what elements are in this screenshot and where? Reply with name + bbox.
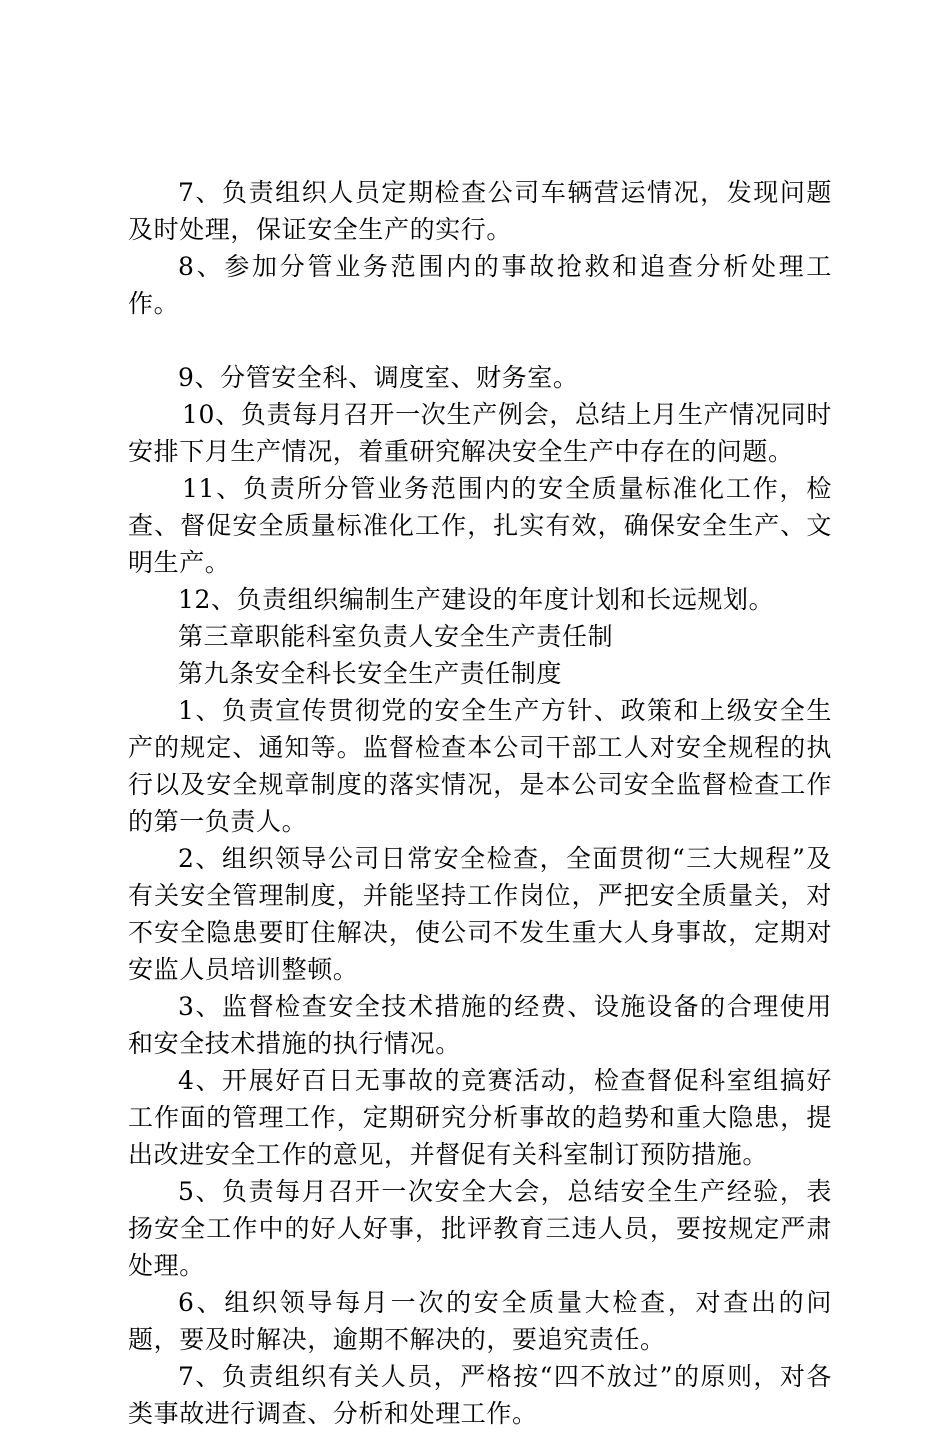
article-heading: 第九条安全科长安全生产责任制度 [178, 659, 563, 688]
document-page [128, 174, 832, 1432]
paragraph-item-12-planning: 12、负责组织编制生产建设的年度计划和长远规划。 [178, 585, 775, 614]
paragraph-item-8-accident: 8、参加分管业务范围内的事故抢救和追查分析处理工作。 [128, 252, 832, 318]
paragraph-item-7-vehicle: 7、负责组织人员定期检查公司车辆营运情况，发现问题及时处理，保证安全生产的实行。 [128, 178, 832, 244]
paragraph-duty-3: 3、监督检查安全技术措施的经费、设施设备的合理使用和安全技术措施的执行情况。 [128, 992, 832, 1058]
paragraph-duty-7: 7、负责组织有关人员，严格按“四不放过”的原则，对各类事故进行调查、分析和处理工作。 [128, 1362, 832, 1428]
paragraph-duty-2: 2、组织领导公司日常安全检查，全面贯彻“三大规程”及有关安全管理制度，并能坚持工作岗位，严把安全质量关，对不安全隐患要盯住解决，使公司不发生重大人身事故，定期对安监人员培训整顿。 [128, 844, 832, 984]
paragraph-duty-5: 5、负责每月召开一次安全大会，总结安全生产经验，表扬安全工作中的好人好事，批评教育三违人员，要按规定严肃处理。 [128, 1177, 832, 1280]
paragraph-item-11-standardization: 11、负责所分管业务范围内的安全质量标准化工作，检查、督促安全质量标准化工作，扎实有效，确保安全生产、文明生产。 [128, 474, 832, 577]
chapter-heading: 第三章职能科室负责人安全生产责任制 [178, 622, 614, 651]
paragraph-duty-1: 1、负责宣传贯彻党的安全生产方针、政策和上级安全生产的规定、通知等。监督检查本公司干部工人对安全规程的执行以及安全规章制度的落实情况，是本公司安全监督检查工作的第一负责人。 [128, 696, 832, 836]
paragraph-duty-6: 6、组织领导每月一次的安全质量大检查，对查出的问题，要及时解决，逾期不解决的，要追究责任。 [128, 1288, 832, 1354]
paragraph-item-9-departments: 9、分管安全科、调度室、财务室。 [178, 363, 579, 392]
paragraph-item-10-meeting: 10、负责每月召开一次生产例会，总结上月生产情况同时安排下月生产情况，着重研究解决安全生产中存在的问题。 [128, 400, 832, 466]
paragraph-duty-4: 4、开展好百日无事故的竞赛活动，检查督促科室组搞好工作面的管理工作，定期研究分析事故的趋势和重大隐患，提出改进安全工作的意见，并督促有关科室制订预防措施。 [128, 1066, 832, 1169]
